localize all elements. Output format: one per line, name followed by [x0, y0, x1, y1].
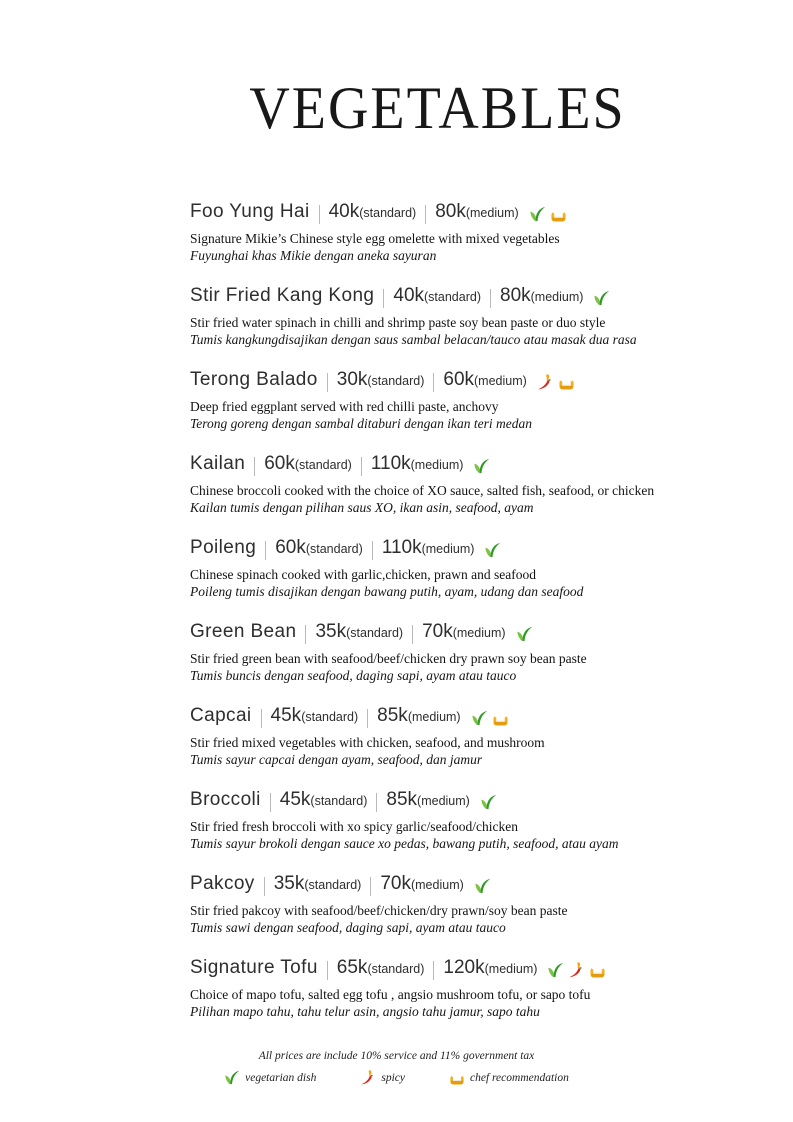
tax-note: All prices are include 10% service and 11% government tax: [258, 1050, 535, 1062]
dish-icons: [547, 962, 606, 979]
dish-name: Terong Balado: [190, 369, 318, 390]
separator: [425, 205, 426, 224]
separator: [433, 373, 434, 392]
legend-spicy: [360, 1070, 405, 1086]
vegetarian-leaf-icon: [529, 206, 546, 223]
dish-description: Stir fried water spinach in chilli and shrimp paste soy bean paste or duo style: [190, 315, 606, 330]
price-medium: 85k(medium): [377, 705, 461, 726]
dish-name: Foo Yung Hai: [190, 201, 310, 222]
item-header: [190, 201, 730, 227]
vegetarian-leaf-icon: [480, 794, 497, 811]
dish-description: Stir fried mixed vegetables with chicken, seafood, and mushroom: [190, 735, 545, 750]
item-header: [190, 957, 730, 983]
chef-hat-icon: [589, 962, 606, 979]
dish-name: Capcai: [190, 705, 252, 726]
menu-item-kailan: [190, 453, 730, 516]
vegetarian-leaf-icon: [593, 290, 610, 307]
price-medium: 120k(medium): [443, 957, 538, 978]
page-title: VEGETABLES: [249, 75, 626, 143]
item-header: [190, 705, 730, 731]
dish-description: Chinese spinach cooked with garlic,chicken, prawn and seafood: [190, 567, 537, 582]
dish-translation: Tumis sayur capcai dengan ayam, seafood, dan jamur: [190, 752, 483, 767]
separator: [490, 289, 491, 308]
footer: [0, 1050, 793, 1086]
dish-description: Deep fried eggplant served with red chilli paste, anchovy: [190, 399, 499, 414]
dish-translation: Fuyunghai khas Mikie dengan aneka sayuran: [190, 248, 437, 263]
item-header: [190, 369, 730, 395]
price-standard: 65k(standard): [336, 957, 425, 978]
separator: [361, 457, 362, 476]
item-header: [190, 621, 730, 647]
dish-name: Signature Tofu: [190, 957, 318, 978]
menu-item-pakcoy: [190, 873, 730, 936]
dish-description: Choice of mapo tofu, salted egg tofu , angsio mushroom tofu, or sapo tofu: [190, 987, 591, 1002]
spicy-chili-icon: [537, 374, 554, 391]
price-medium: 110k(medium): [381, 537, 475, 558]
dish-icons: [484, 542, 501, 559]
legend-chef: [449, 1070, 569, 1086]
separator: [370, 877, 371, 896]
price-medium: 110k(medium): [370, 453, 464, 474]
dish-icons: [471, 710, 509, 727]
separator: [367, 709, 368, 728]
price-standard: 35k(standard): [315, 621, 404, 642]
dish-name: Broccoli: [190, 789, 261, 810]
dish-icons: [593, 290, 610, 307]
item-header: [190, 285, 730, 311]
separator: [376, 793, 377, 812]
price-standard: 30k(standard): [336, 369, 425, 390]
legend-vegetarian: [224, 1070, 316, 1086]
chef-hat-icon: [449, 1070, 465, 1086]
price-standard: 40k(standard): [328, 201, 417, 222]
legend: [0, 1070, 793, 1086]
vegetarian-leaf-icon: [474, 878, 491, 895]
dish-icons: [480, 794, 497, 811]
price-medium: 70k(medium): [380, 873, 464, 894]
separator: [319, 205, 320, 224]
price-medium: 80k(medium): [500, 285, 584, 306]
dish-translation: Pilihan mapo tahu, tahu telur asin, angsio tahu jamur, sapo tahu: [190, 1004, 540, 1019]
dish-translation: Tumis kangkungdisajikan dengan saus sambal belacan/tauco atau masak dua rasa: [190, 332, 637, 347]
item-header: [190, 537, 730, 563]
price-standard: 60k(standard): [264, 453, 352, 474]
menu-item-signature-tofu: [190, 957, 730, 1020]
separator: [372, 541, 373, 560]
dish-icons: [474, 878, 491, 895]
separator: [383, 289, 384, 308]
dish-translation: Kailan tumis dengan pilihan saus XO, ikan asin, seafood, ayam: [190, 500, 534, 515]
price-standard: 60k(standard): [275, 537, 363, 558]
separator: [327, 373, 328, 392]
vegetarian-leaf-icon: [484, 542, 501, 559]
chef-hat-icon: [550, 206, 567, 223]
chef-hat-icon: [492, 710, 509, 727]
separator: [433, 961, 434, 980]
legend-label: chef recommendation: [469, 1072, 569, 1084]
price-standard: 45k(standard): [270, 705, 359, 726]
price-standard: 35k(standard): [273, 873, 362, 894]
separator: [412, 625, 413, 644]
menu-item-stir-fried-kang-kong: [190, 285, 730, 348]
price-standard: 45k(standard): [279, 789, 368, 810]
price-medium: 85k(medium): [386, 789, 470, 810]
separator: [327, 961, 328, 980]
item-header: [190, 789, 730, 815]
price-medium: 80k(medium): [435, 201, 519, 222]
dish-name: Pakcoy: [190, 873, 255, 894]
vegetarian-leaf-icon: [224, 1070, 240, 1086]
dish-icons: [537, 374, 575, 391]
dish-description: Stir fried green bean with seafood/beef/chicken dry prawn soy bean paste: [190, 651, 587, 666]
dish-translation: Tumis buncis dengan seafood, daging sapi, ayam atau tauco: [190, 668, 517, 683]
dish-translation: Tumis sayur brokoli dengan sauce xo pedas, bawang putih, seafood, atau ayam: [190, 836, 619, 851]
dish-name: Poileng: [190, 537, 257, 558]
dish-translation: Terong goreng dengan sambal ditaburi dengan ikan teri medan: [190, 416, 532, 431]
legend-label: vegetarian dish: [245, 1072, 317, 1084]
item-header: [190, 873, 730, 899]
menu-item-broccoli: [190, 789, 730, 852]
item-header: [190, 453, 730, 479]
legend-label: spicy: [381, 1072, 405, 1084]
menu-item-green-bean: [190, 621, 730, 684]
dish-name: Stir Fried Kang Kong: [190, 285, 375, 306]
vegetarian-leaf-icon: [473, 458, 490, 475]
vegetarian-leaf-icon: [547, 962, 564, 979]
price-medium: 60k(medium): [443, 369, 527, 390]
menu-item-capcai: [190, 705, 730, 768]
dish-description: Stir fried fresh broccoli with xo spicy garlic/seafood/chicken: [190, 819, 519, 834]
separator: [270, 793, 271, 812]
dish-description: Signature Mikie’s Chinese style egg omelette with mixed vegetables: [190, 231, 560, 246]
separator: [264, 877, 265, 896]
dish-translation: Poileng tumis disajikan dengan bawang putih, ayam, udang dan seafood: [190, 584, 584, 599]
vegetarian-leaf-icon: [471, 710, 488, 727]
dish-name: Kailan: [190, 453, 246, 474]
dish-description: Stir fried pakcoy with seafood/beef/chicken/dry prawn/soy bean paste: [190, 903, 568, 918]
chef-hat-icon: [558, 374, 575, 391]
price-standard: 40k(standard): [393, 285, 481, 306]
dish-translation: Tumis sawi dengan seafood, daging sapi, ayam atau tauco: [190, 920, 506, 935]
dish-icons: [516, 626, 533, 643]
separator: [305, 625, 306, 644]
dish-name: Green Bean: [190, 621, 297, 642]
dish-icons: [529, 206, 567, 223]
dish-description: Chinese broccoli cooked with the choice of XO sauce, salted fish, seafood, or chicken: [190, 483, 655, 498]
menu-items-list: [190, 201, 730, 1041]
dish-icons: [473, 458, 490, 475]
separator: [261, 709, 262, 728]
spicy-chili-icon: [568, 962, 585, 979]
separator: [265, 541, 266, 560]
vegetarian-leaf-icon: [516, 626, 533, 643]
price-medium: 70k(medium): [422, 621, 506, 642]
menu-item-poileng: [190, 537, 730, 600]
menu-item-terong-balado: [190, 369, 730, 432]
spicy-chili-icon: [360, 1070, 376, 1086]
menu-item-foo-yung-hai: [190, 201, 730, 264]
separator: [254, 457, 255, 476]
